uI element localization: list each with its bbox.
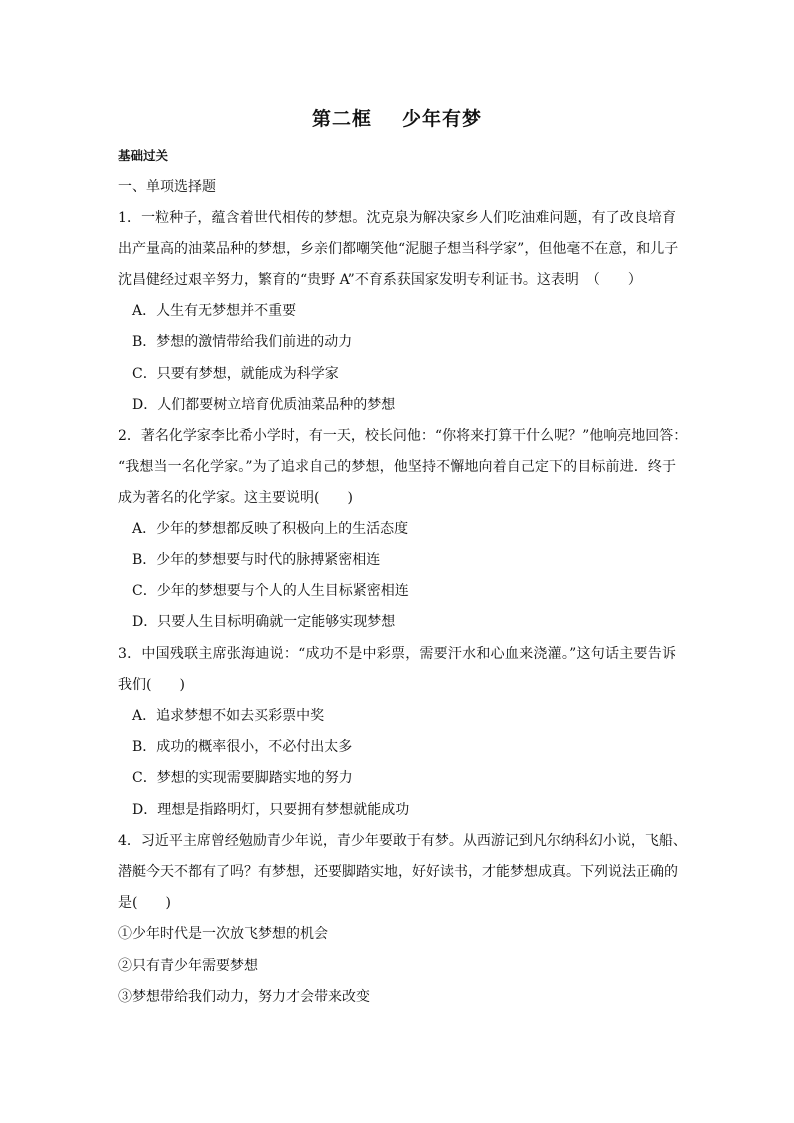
q4-statement-2: ②只有青少年需要梦想 bbox=[118, 958, 258, 974]
q4-stem-line-3: 是( ) bbox=[118, 895, 171, 911]
title-part-2: 少年有梦 bbox=[402, 108, 483, 130]
q2-stem-line-3: 成为著名的化学家。这主要说明( ) bbox=[118, 490, 353, 506]
page-title bbox=[0, 104, 794, 131]
q2-stem-line-2: “我想当一名化学家。”为了追求自己的梦想，他坚持不懈地向着自己定下的目标前进．终于 bbox=[118, 459, 676, 475]
q4-stem-line-2: 潜艇今天不都有了吗？有梦想，还要脚踏实地，好好读书，才能梦想成真。下列说法正确的 bbox=[118, 864, 678, 880]
q1-option-a: A．人生有无梦想并不重要 bbox=[132, 303, 297, 319]
q2-option-a: A．少年的梦想都反映了积极向上的生活态度 bbox=[132, 521, 409, 537]
q1-option-b: B．梦想的激情带给我们前进的动力 bbox=[132, 334, 353, 350]
q3-stem-line-1: 3．中国残联主席张海迪说：“成功不是中彩票，需要汗水和心血来浇灌。”这句话主要告诉 bbox=[118, 646, 676, 662]
q3-option-c: C．梦想的实现需要脚踏实地的努力 bbox=[132, 770, 353, 786]
q2-option-d: D．只要人生目标明确就一定能够实现梦想 bbox=[132, 614, 396, 630]
q1-option-d: D．人们都要树立培育优质油菜品种的梦想 bbox=[132, 397, 396, 413]
section-heading: 基础过关 bbox=[118, 148, 169, 163]
q1-stem-line-2: 出产量高的油菜品种的梦想，乡亲们都嘲笑他“泥腿子想当科学家”，但他毫不在意，和儿子 bbox=[118, 241, 679, 257]
subsection-heading: 一、单项选择题 bbox=[118, 179, 216, 195]
q2-option-b: B．少年的梦想要与时代的脉搏紧密相连 bbox=[132, 552, 381, 568]
q4-statement-3: ③梦想带给我们动力，努力才会带来改变 bbox=[118, 989, 370, 1005]
q3-stem-line-2: 我们( ) bbox=[118, 677, 185, 693]
q2-option-c: C．少年的梦想要与个人的人生目标紧密相连 bbox=[132, 583, 409, 599]
q3-option-d: D．理想是指路明灯，只要拥有梦想就能成功 bbox=[132, 802, 410, 818]
q4-statement-1: ①少年时代是一次放飞梦想的机会 bbox=[118, 926, 328, 942]
q4-stem-line-1: 4．习近平主席曾经勉励青少年说，青少年要敢于有梦。从西游记到凡尔纳科幻小说，飞船、 bbox=[118, 833, 687, 849]
title-part-1: 第二框 bbox=[311, 108, 372, 130]
q1-option-c: C．只要有梦想，就能成为科学家 bbox=[132, 366, 339, 382]
q3-option-b: B．成功的概率很小，不必付出太多 bbox=[132, 739, 353, 755]
q2-stem-line-1: 2．著名化学家李比希小学时，有一天，校长问他：“你将来打算干什么呢？”他响亮地回答： bbox=[118, 428, 688, 444]
q3-option-a: A．追求梦想不如去买彩票中奖 bbox=[132, 708, 325, 724]
q1-stem-line-1: 1．一粒种子，蕴含着世代相传的梦想。沈克泉为解决家乡人们吃油难问题，有了改良培育 bbox=[118, 210, 676, 226]
q1-stem-line-3: 沈昌健经过艰辛努力，繁育的“贵野 A”不育系获国家发明专利证书。这表明 （ ） bbox=[118, 272, 642, 288]
